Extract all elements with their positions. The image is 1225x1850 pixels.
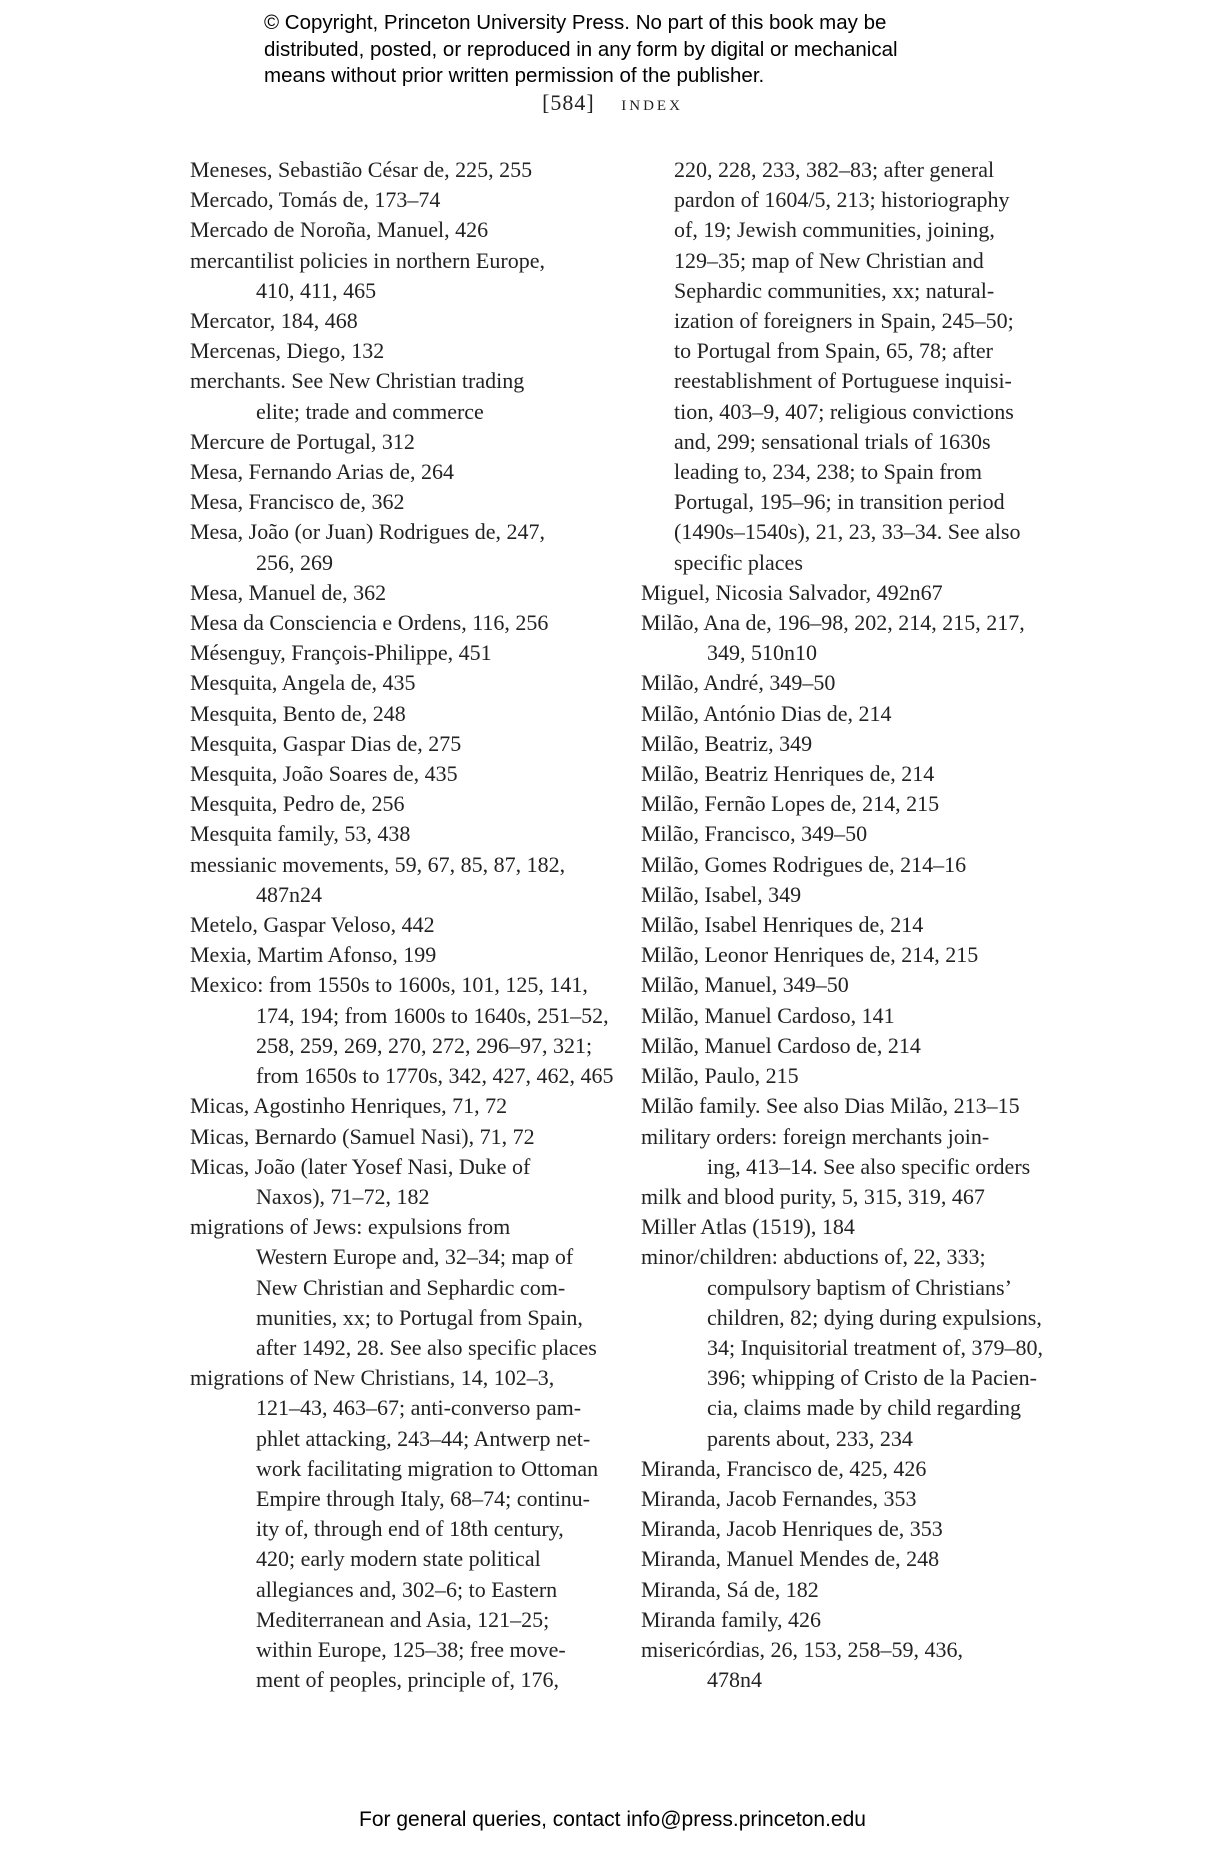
index-entry-continuation [641,155,1071,578]
index-entry [641,1061,1071,1091]
index-entry-line: Milão, Isabel Henriques de, 214 [641,912,924,938]
index-entry-subline: compulsory baptism of Christians’ [707,1274,1012,1300]
copyright-line: © Copyright, Princeton University Press. No part of this book may be [264,11,887,34]
index-entry [641,729,1071,759]
index-entry [190,578,620,608]
index-entry [190,246,620,306]
index-entry-line: Mercenas, Diego, 132 [190,338,385,364]
index-entry-line: Milão, Manuel Cardoso de, 214 [641,1032,921,1058]
index-entry-subline: 487n24 [256,881,322,907]
index-entry [641,699,1071,729]
index-entry-line: Miller Atlas (1519), 184 [641,1214,855,1240]
index-entry-line: merchants. See New Christian trading [190,368,525,394]
index-entry-subline: 256, 269 [256,549,333,575]
index-entry-line: misericórdias, 26, 153, 258–59, 436, [641,1636,964,1662]
index-entry [190,1152,620,1212]
index-entry [641,789,1071,819]
index-entry-line: Mesa, Fernando Arias de, 264 [190,459,454,485]
index-entry-subline: specific places [674,549,803,575]
index-entry [190,1091,620,1121]
index-entry-line: Mesa, João (or Juan) Rodrigues de, 247, [190,519,545,545]
index-entry-subline: and, 299; sensational trials of 1630s [674,428,991,454]
index-entry-line: Milão, Fernão Lopes de, 214, 215 [641,791,940,817]
index-entry-subline: pardon of 1604/5, 213; historiography [674,187,1010,213]
index-entry-subline: ity of, through end of 18th century, [256,1516,564,1542]
index-entry [190,759,620,789]
index-entry-line: Mexico: from 1550s to 1600s, 101, 125, 141, [190,972,588,998]
index-entry-line: Milão, Leonor Henriques de, 214, 215 [641,942,979,968]
index-entry [190,729,620,759]
index-entry-subline: 420; early modern state political [256,1546,541,1572]
index-entry-line: military orders: foreign merchants join- [641,1123,990,1149]
index-entry-line: mercantilist policies in northern Europe, [190,247,545,273]
index-entry-line: migrations of Jews: expulsions from [190,1214,511,1240]
index-column-right [641,155,1071,1695]
index-entry-subline: after 1492, 28. See also specific places [256,1334,597,1360]
copyright-line: distributed, posted, or reproduced in any form by digital or mechanical [264,37,898,61]
index-entry [641,819,1071,849]
index-entry-line: Mercure de Portugal, 312 [190,428,415,454]
index-entry-line: Miranda family, 426 [641,1606,822,1632]
index-entry-line: Metelo, Gaspar Veloso, 442 [190,912,435,938]
index-entry [190,940,620,970]
index-entry-subline: ing, 413–14. See also specific orders [707,1153,1031,1179]
index-entry [190,427,620,457]
index-entry-line: Milão, André, 349–50 [641,670,836,696]
index-entry-line: Mesa da Consciencia e Ordens, 116, 256 [190,610,549,636]
index-entry-line: Milão, Manuel, 349–50 [641,972,849,998]
index-entry [641,1454,1071,1484]
index-entry-line: Micas, Agostinho Henriques, 71, 72 [190,1093,508,1119]
index-entry-line: Mesquita, Bento de, 248 [190,700,406,726]
copyright-line: means without prior written permission of the publisher. [264,64,765,87]
index-entry-subline: 349, 510n10 [707,640,817,666]
index-entry-subline: tion, 403–9, 407; religious convictions [674,398,1014,424]
index-entry-line: minor/children: abductions of, 22, 333; [641,1244,986,1270]
index-entry-subline: phlet attacking, 243–44; Antwerp net- [256,1425,591,1451]
index-entry [190,789,620,819]
index-entry-line: Milão family. See also Dias Milão, 213–15 [641,1093,1020,1119]
index-entry [190,638,620,668]
index-entry [641,970,1071,1000]
section-title: index [621,90,683,115]
index-entry-subline: 174, 194; from 1600s to 1640s, 251–52, [256,1002,609,1028]
index-entry-subline: reestablishment of Portuguese inquisi- [674,368,1012,394]
index-entry-subline: 258, 259, 269, 270, 272, 296–97, 321; [256,1032,593,1058]
index-entry-line: Mésenguy, François-Philippe, 451 [190,640,492,666]
index-entry [641,1242,1071,1453]
index-entry-subline: children, 82; dying during expulsions, [707,1304,1042,1330]
index-entry [641,910,1071,940]
index-entry-subline: 396; whipping of Cristo de la Pacien- [707,1365,1037,1391]
index-entry-subline: (1490s–1540s), 21, 23, 33–34. See also [674,519,1021,545]
index-entry [190,457,620,487]
index-entry-line: Milão, Ana de, 196–98, 202, 214, 215, 217, [641,610,1025,636]
index-entry [641,850,1071,880]
index-entry-subline: Naxos), 71–72, 182 [256,1183,430,1209]
index-entry [190,1363,620,1695]
index-entry [641,1182,1071,1212]
index-entry [641,1484,1071,1514]
index-entry [190,215,620,245]
index-entry-subline: 220, 228, 233, 382–83; after general [674,157,995,182]
index-entry [190,668,620,698]
index-column-left [190,155,620,1695]
index-entry-line: Micas, Bernardo (Samuel Nasi), 71, 72 [190,1123,535,1149]
index-entry-line: Micas, João (later Yosef Nasi, Duke of [190,1153,531,1179]
index-entry-subline: munities, xx; to Portugal from Spain, [256,1304,583,1330]
index-entry [190,517,620,577]
index-entry-line: Mesquita, João Soares de, 435 [190,761,458,787]
index-entry-subline: Sephardic communities, xx; natural- [674,277,995,303]
index-entry [641,1605,1071,1635]
index-entry [190,608,620,638]
index-entry [641,1212,1071,1242]
index-entry-subline: leading to, 234, 238; to Spain from [674,459,982,485]
index-entry-subline: to Portugal from Spain, 65, 78; after [674,338,993,364]
index-entry [641,1544,1071,1574]
index-entry-line: Meneses, Sebastião César de, 225, 255 [190,157,533,182]
index-entry-subline: 34; Inquisitorial treatment of, 379–80, [707,1334,1044,1360]
index-entry-line: Mesquita, Gaspar Dias de, 275 [190,730,462,756]
index-entry [190,336,620,366]
index-entry-line: Miranda, Manuel Mendes de, 248 [641,1546,940,1572]
index-entry-subline: Portugal, 195–96; in transition period [674,489,1005,515]
index-entry-subline: cia, claims made by child regarding [707,1395,1021,1421]
index-entry-line: Mexia, Martim Afonso, 199 [190,942,437,968]
index-entry [641,880,1071,910]
index-entry-line: Milão, Manuel Cardoso, 141 [641,1002,895,1028]
index-entry-subline: allegiances and, 302–6; to Eastern [256,1576,558,1602]
index-entry-subline: 129–35; map of New Christian and [674,247,984,273]
index-entry [190,487,620,517]
index-entry-line: Miranda, Francisco de, 425, 426 [641,1455,927,1481]
index-entry [641,1514,1071,1544]
index-entry [641,1635,1071,1695]
index-entry-line: migrations of New Christians, 14, 102–3, [190,1365,555,1391]
index-entry-subline: Empire through Italy, 68–74; continu- [256,1485,591,1511]
index-entry-subline: within Europe, 125–38; free move- [256,1636,566,1662]
index-entry-line: Miranda, Jacob Henriques de, 353 [641,1516,943,1542]
index-entry [641,759,1071,789]
index-entry [641,1122,1071,1182]
index-entry [641,608,1071,668]
index-entry [190,699,620,729]
index-entry-subline: of, 19; Jewish communities, joining, [674,217,995,243]
index-entry [641,1031,1071,1061]
index-entry-line: Milão, Beatriz, 349 [641,730,813,756]
index-entry-line: Miranda, Jacob Fernandes, 353 [641,1485,917,1511]
index-entry [190,185,620,215]
index-entry [190,155,620,185]
index-entry-subline: work facilitating migration to Ottoman [256,1455,599,1481]
index-entry-line: milk and blood purity, 5, 315, 319, 467 [641,1183,985,1209]
page-number: [584] [542,90,595,115]
index-entry-line: Milão, Francisco, 349–50 [641,821,868,847]
index-entry-subline: New Christian and Sephardic com- [256,1274,566,1300]
index-entry-subline: ment of peoples, principle of, 176, [256,1667,560,1693]
index-entry [190,910,620,940]
index-entry-line: Mercator, 184, 468 [190,308,358,334]
index-entry-line: Milão, Beatriz Henriques de, 214 [641,761,935,787]
footer-contact: For general queries, contact info@press.princeton.edu [359,1808,866,1831]
index-entry-line: Miguel, Nicosia Salvador, 492n67 [641,579,943,605]
index-entry-subline: 121–43, 463–67; anti-converso pam- [256,1395,582,1421]
index-entry-line: Mesa, Manuel de, 362 [190,579,387,605]
index-entry [190,819,620,849]
index-entry-line: Mesquita, Angela de, 435 [190,670,416,696]
index-entry-subline: 410, 411, 465 [256,277,377,303]
index-entry [190,366,620,426]
index-entry [641,1001,1071,1031]
index-entry-line: Miranda, Sá de, 182 [641,1576,819,1602]
index-entry [190,1122,620,1152]
index-entry-subline: Western Europe and, 32–34; map of [256,1244,574,1270]
index-entry-line: Milão, António Dias de, 214 [641,700,892,726]
index-entry-line: Mesa, Francisco de, 362 [190,489,405,515]
index-entry [641,578,1071,608]
index-entry-line: Milão, Gomes Rodrigues de, 214–16 [641,851,967,877]
index-entry [641,940,1071,970]
index-entry-line: Milão, Isabel, 349 [641,881,802,907]
index-entry-subline: Mediterranean and Asia, 121–25; [256,1606,550,1632]
index-entry [190,1212,620,1363]
index-entry-line: Mercado, Tomás de, 173–74 [190,187,441,213]
index-entry-line: messianic movements, 59, 67, 85, 87, 182, [190,851,566,877]
index-entry-line: Mercado de Noroña, Manuel, 426 [190,217,489,243]
index-entry-subline: parents about, 233, 234 [707,1425,913,1451]
index-entry-subline: from 1650s to 1770s, 342, 427, 462, 465 [256,1063,614,1089]
index-entry [190,970,620,1091]
index-entry-line: Mesquita, Pedro de, 256 [190,791,405,817]
index-entry [190,306,620,336]
index-entry-line: Milão, Paulo, 215 [641,1063,799,1089]
running-head [0,90,1225,116]
copyright-notice [264,10,1024,90]
index-entry-subline: elite; trade and commerce [256,398,484,424]
index-entry [641,668,1071,698]
index-entry-line: Mesquita family, 53, 438 [190,821,411,847]
index-entry [190,850,620,910]
index-entry-subline: ization of foreigners in Spain, 245–50; [674,308,1014,334]
index-entry [641,1575,1071,1605]
index-entry-subline: 478n4 [707,1667,762,1693]
index-entry [641,1091,1071,1121]
